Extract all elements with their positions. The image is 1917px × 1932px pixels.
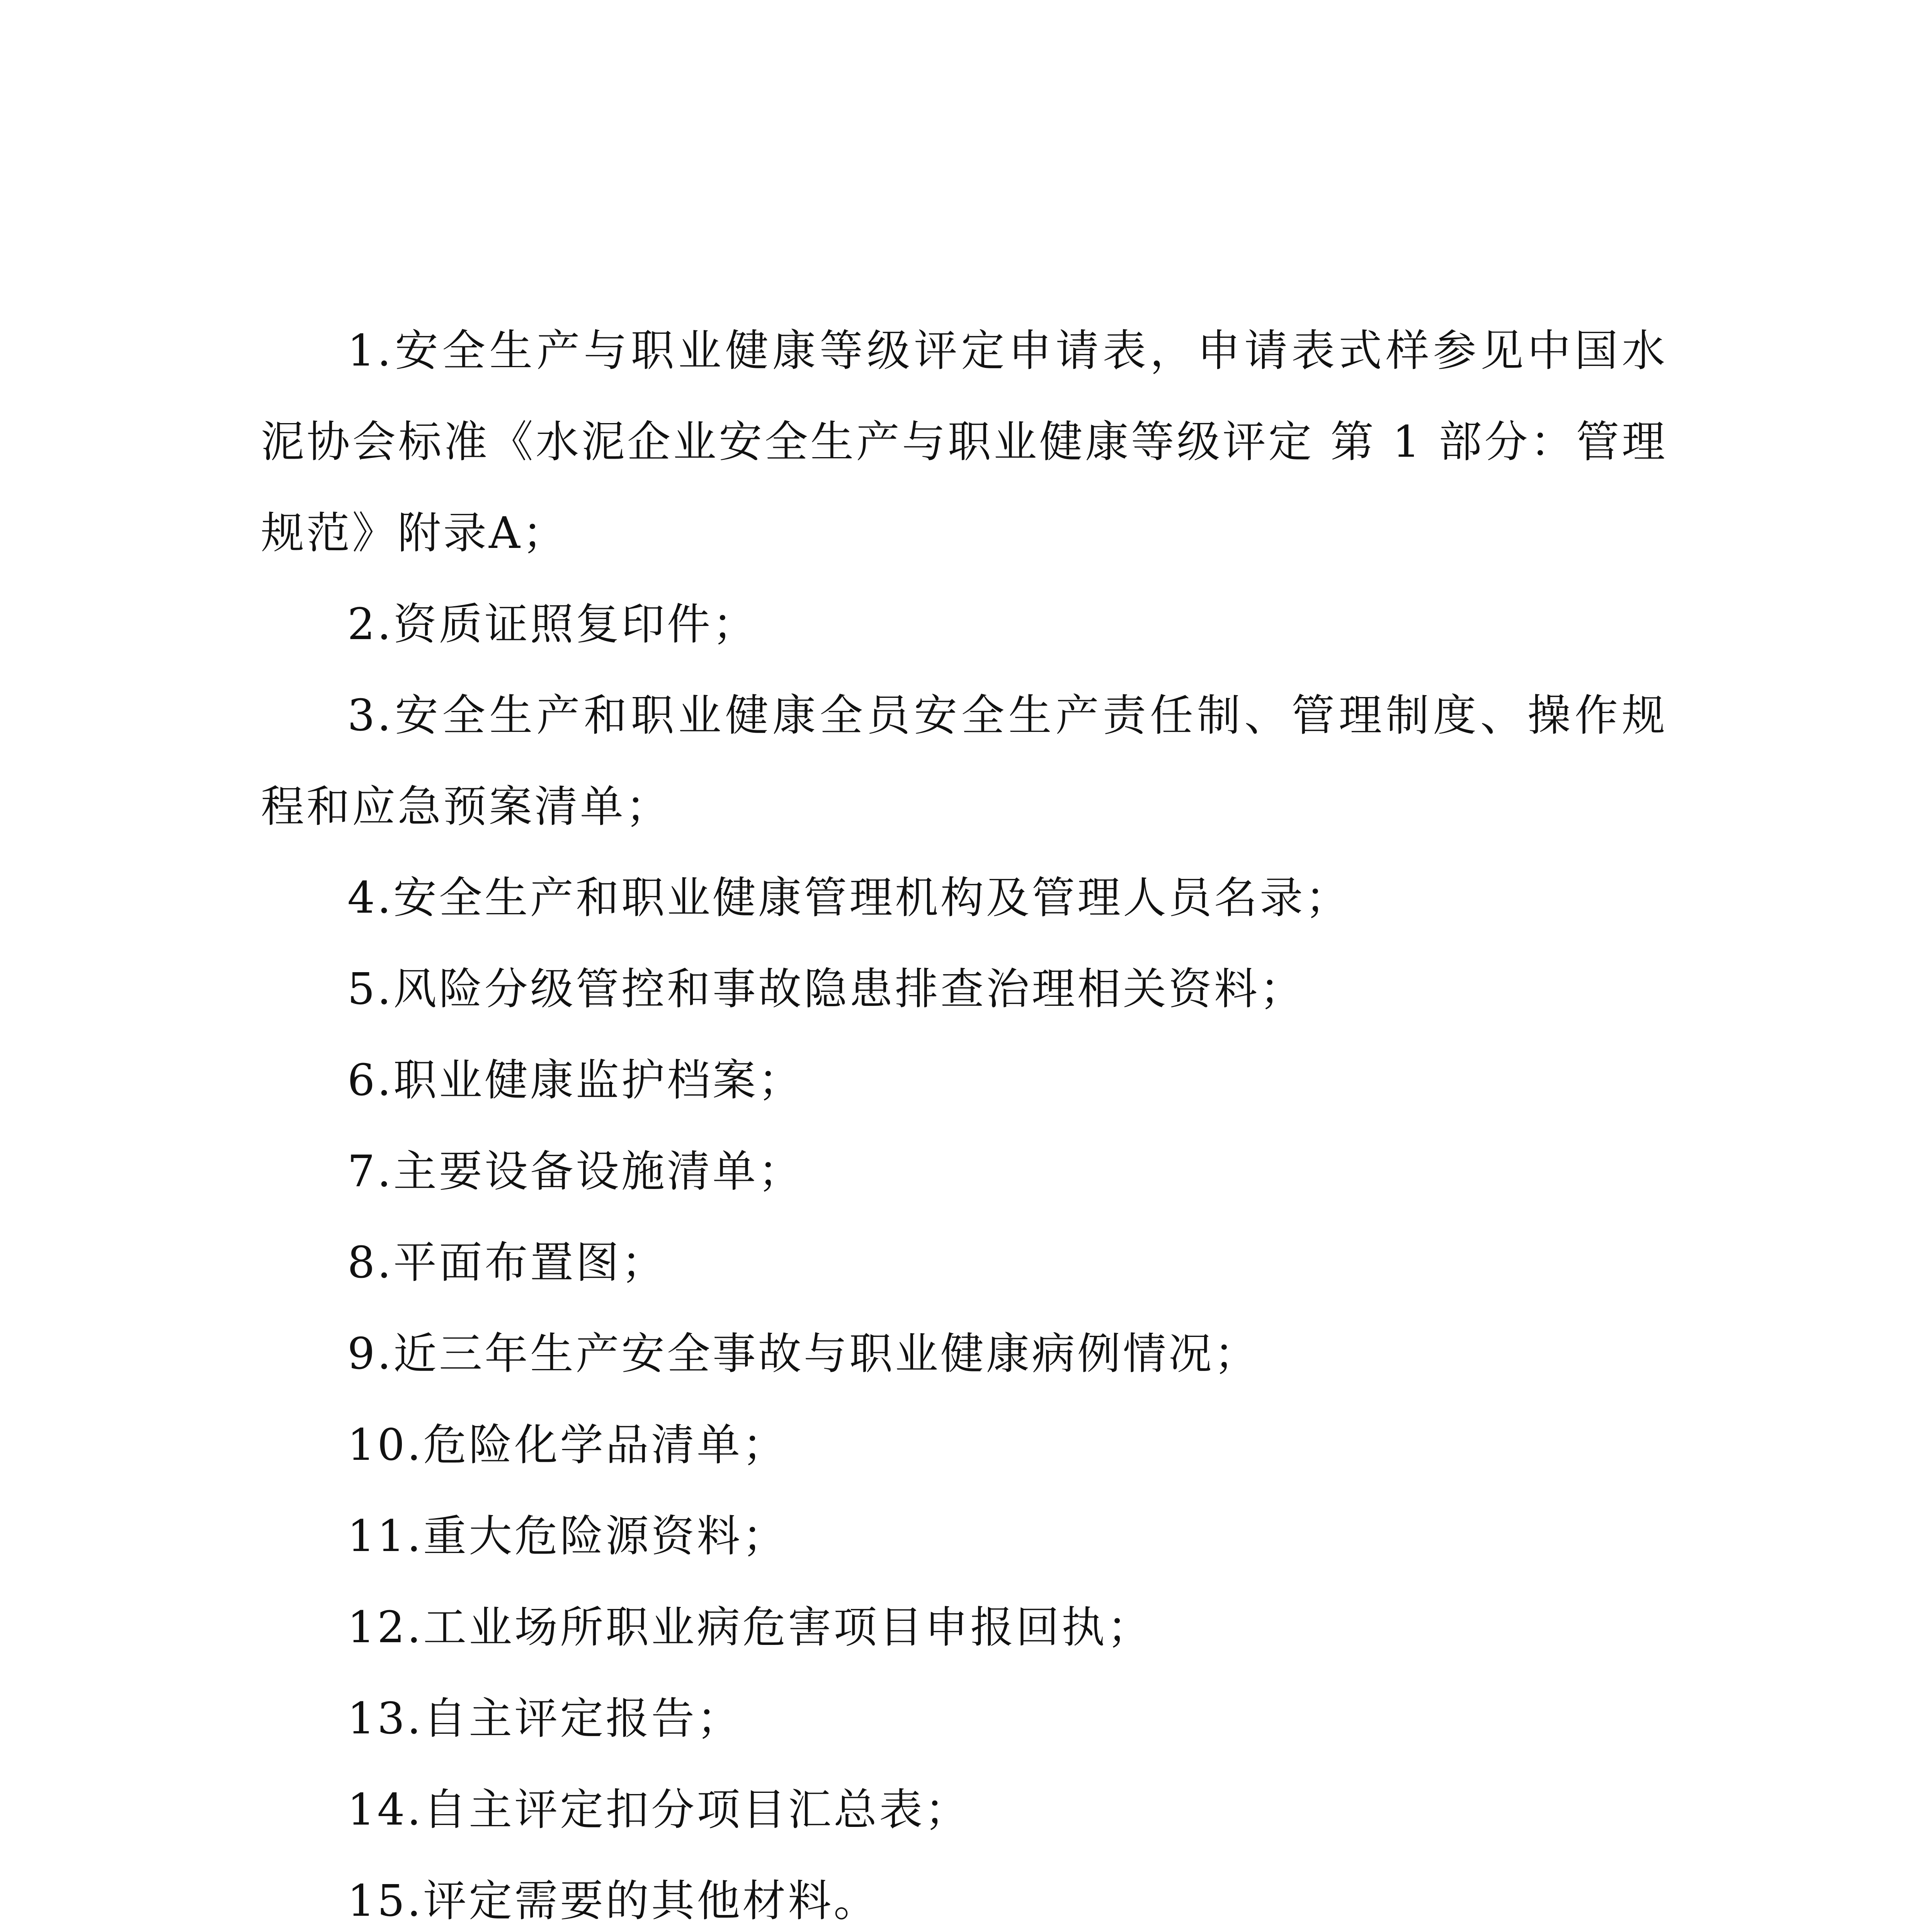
list-item-self-assessment-report: 13.自主评定报告； (347, 1694, 743, 1744)
list-item-accident-history: 9.近三年生产安全事故与职业健康病例情况； (347, 1329, 1260, 1379)
list-item-management-roster: 4.安全生产和职业健康管理机构及管理人员名录； (347, 873, 1351, 923)
list-item-hazardous-chemicals: 10.危险化学品清单； (347, 1420, 788, 1470)
list-item-equipment-list: 7.主要设备设施清单； (347, 1146, 804, 1197)
list-item-other-materials: 15.评定需要的其他材料。 (347, 1876, 879, 1926)
document-body (261, 305, 1667, 1932)
list-item-hazard-declaration: 12.工业场所职业病危害项目申报回执； (347, 1602, 1153, 1653)
list-item-deduction-summary: 14.自主评定扣分项目汇总表； (347, 1785, 971, 1835)
list-item-floor-plan: 8.平面布置图； (347, 1238, 667, 1288)
list-item-major-hazard-source: 11.重大危险源资料； (347, 1511, 788, 1561)
list-item-health-records: 6.职业健康监护档案； (347, 1055, 804, 1105)
list-item-application-form: 1.安全生产与职业健康等级评定申请表，申请表式样参见中国水泥协会标准《水泥企业安全生产与职业健康等级评定 第 1 部分：管理规范》附录A； (261, 326, 1667, 558)
list-item-qualification-copies: 2.资质证照复印件； (347, 599, 758, 650)
list-item-responsibility-system: 3.安全生产和职业健康全员安全生产责任制、管理制度、操作规程和应急预案清单； (261, 690, 1667, 832)
list-item-risk-control: 5.风险分级管控和事故隐患排查治理相关资料； (347, 964, 1305, 1014)
